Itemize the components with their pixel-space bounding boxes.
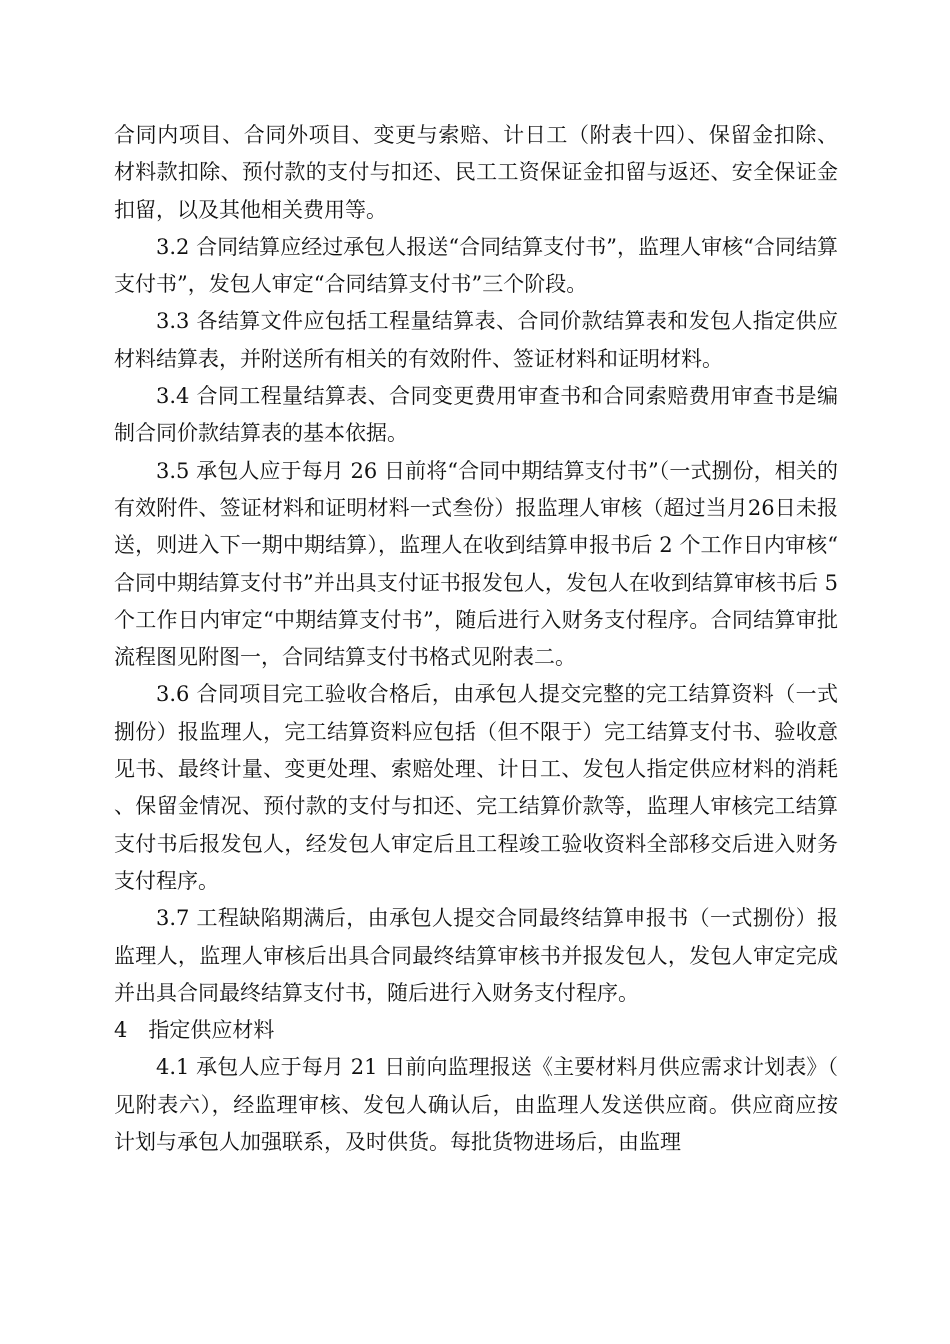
paragraph-continuation: 合同内项目、合同外项目、变更与索赔、计日工（附表十四）、保留金扣除、材料款扣除、预付款的支付与扣还、民工工资保证金扣留与返还、安全保证金扣留，以及其他相关费用等。 (114, 123, 838, 222)
document-body (114, 117, 838, 1161)
paragraph-3-2: 3.2 合同结算应经过承包人报送“合同结算支付书”，监理人审核“合同结算支付书”，发包人审定“合同结算支付书”三个阶段。 (114, 234, 838, 297)
paragraph-3-3: 3.3 各结算文件应包括工程量结算表、合同价款结算表和发包人指定供应材料结算表，并附送所有相关的有效附件、签证材料和证明材料。 (114, 309, 838, 371)
paragraph-3-7: 3.7 工程缺陷期满后，由承包人提交合同最终结算申报书（一式捌份）报监理人，监理人审核后出具合同最终结算审核书并报发包人，发包人审定完成并出具合同最终结算支付书，随后进行入财务支付程序。 (114, 906, 838, 1005)
paragraph-3-4: 3.4 合同工程量结算表、合同变更费用审查书和合同索赔费用审查书是编制合同价款结算表的基本依据。 (114, 384, 838, 446)
paragraph-3-6: 3.6 合同项目完工验收合格后，由承包人提交完整的完工结算资料（一式捌份）报监理人，完工结算资料应包括（但不限于）完工结算支付书、验收意见书、最终计量、变更处理、索赔处理、计日工、发包人指定供应材料的消耗、保留金情况、预付款的支付与扣还、完工结算价款等，监理人审核完工结算支付书后报发包人，经发包人审定后且工程竣工验收资料全部移交后进入财务支付程序。 (114, 682, 838, 893)
section-heading: 4 指定供应材料 (114, 1018, 275, 1043)
paragraph-3-5: 3.5 承包人应于每月 26 日前将“合同中期结算支付书”（一式捌份，相关的有效附件、签证材料和证明材料一式叁份）报监理人审核（超过当月26日未报送，则进入下一期中期结算），监理人在收到结算申报书后 2 个工作日内审核“合同中期结算支付书”并出具支付证书报发包人，发包人在收到结算审核书后 5 个工作日内审定“中期结算支付书”，随后进行入财务支付程序。合同结算审批流程图见附图一，合同结算支付书格式见附表二。 (114, 458, 838, 670)
paragraph-4-1: 4.1 承包人应于每月 21 日前向监理报送《主要材料月供应需求计划表》（见附表六），经监理审核、发包人确认后，由监理人发送供应商。供应商应按计划与承包人加强联系，及时供货。每批货物进场后，由监理 (114, 1055, 838, 1155)
